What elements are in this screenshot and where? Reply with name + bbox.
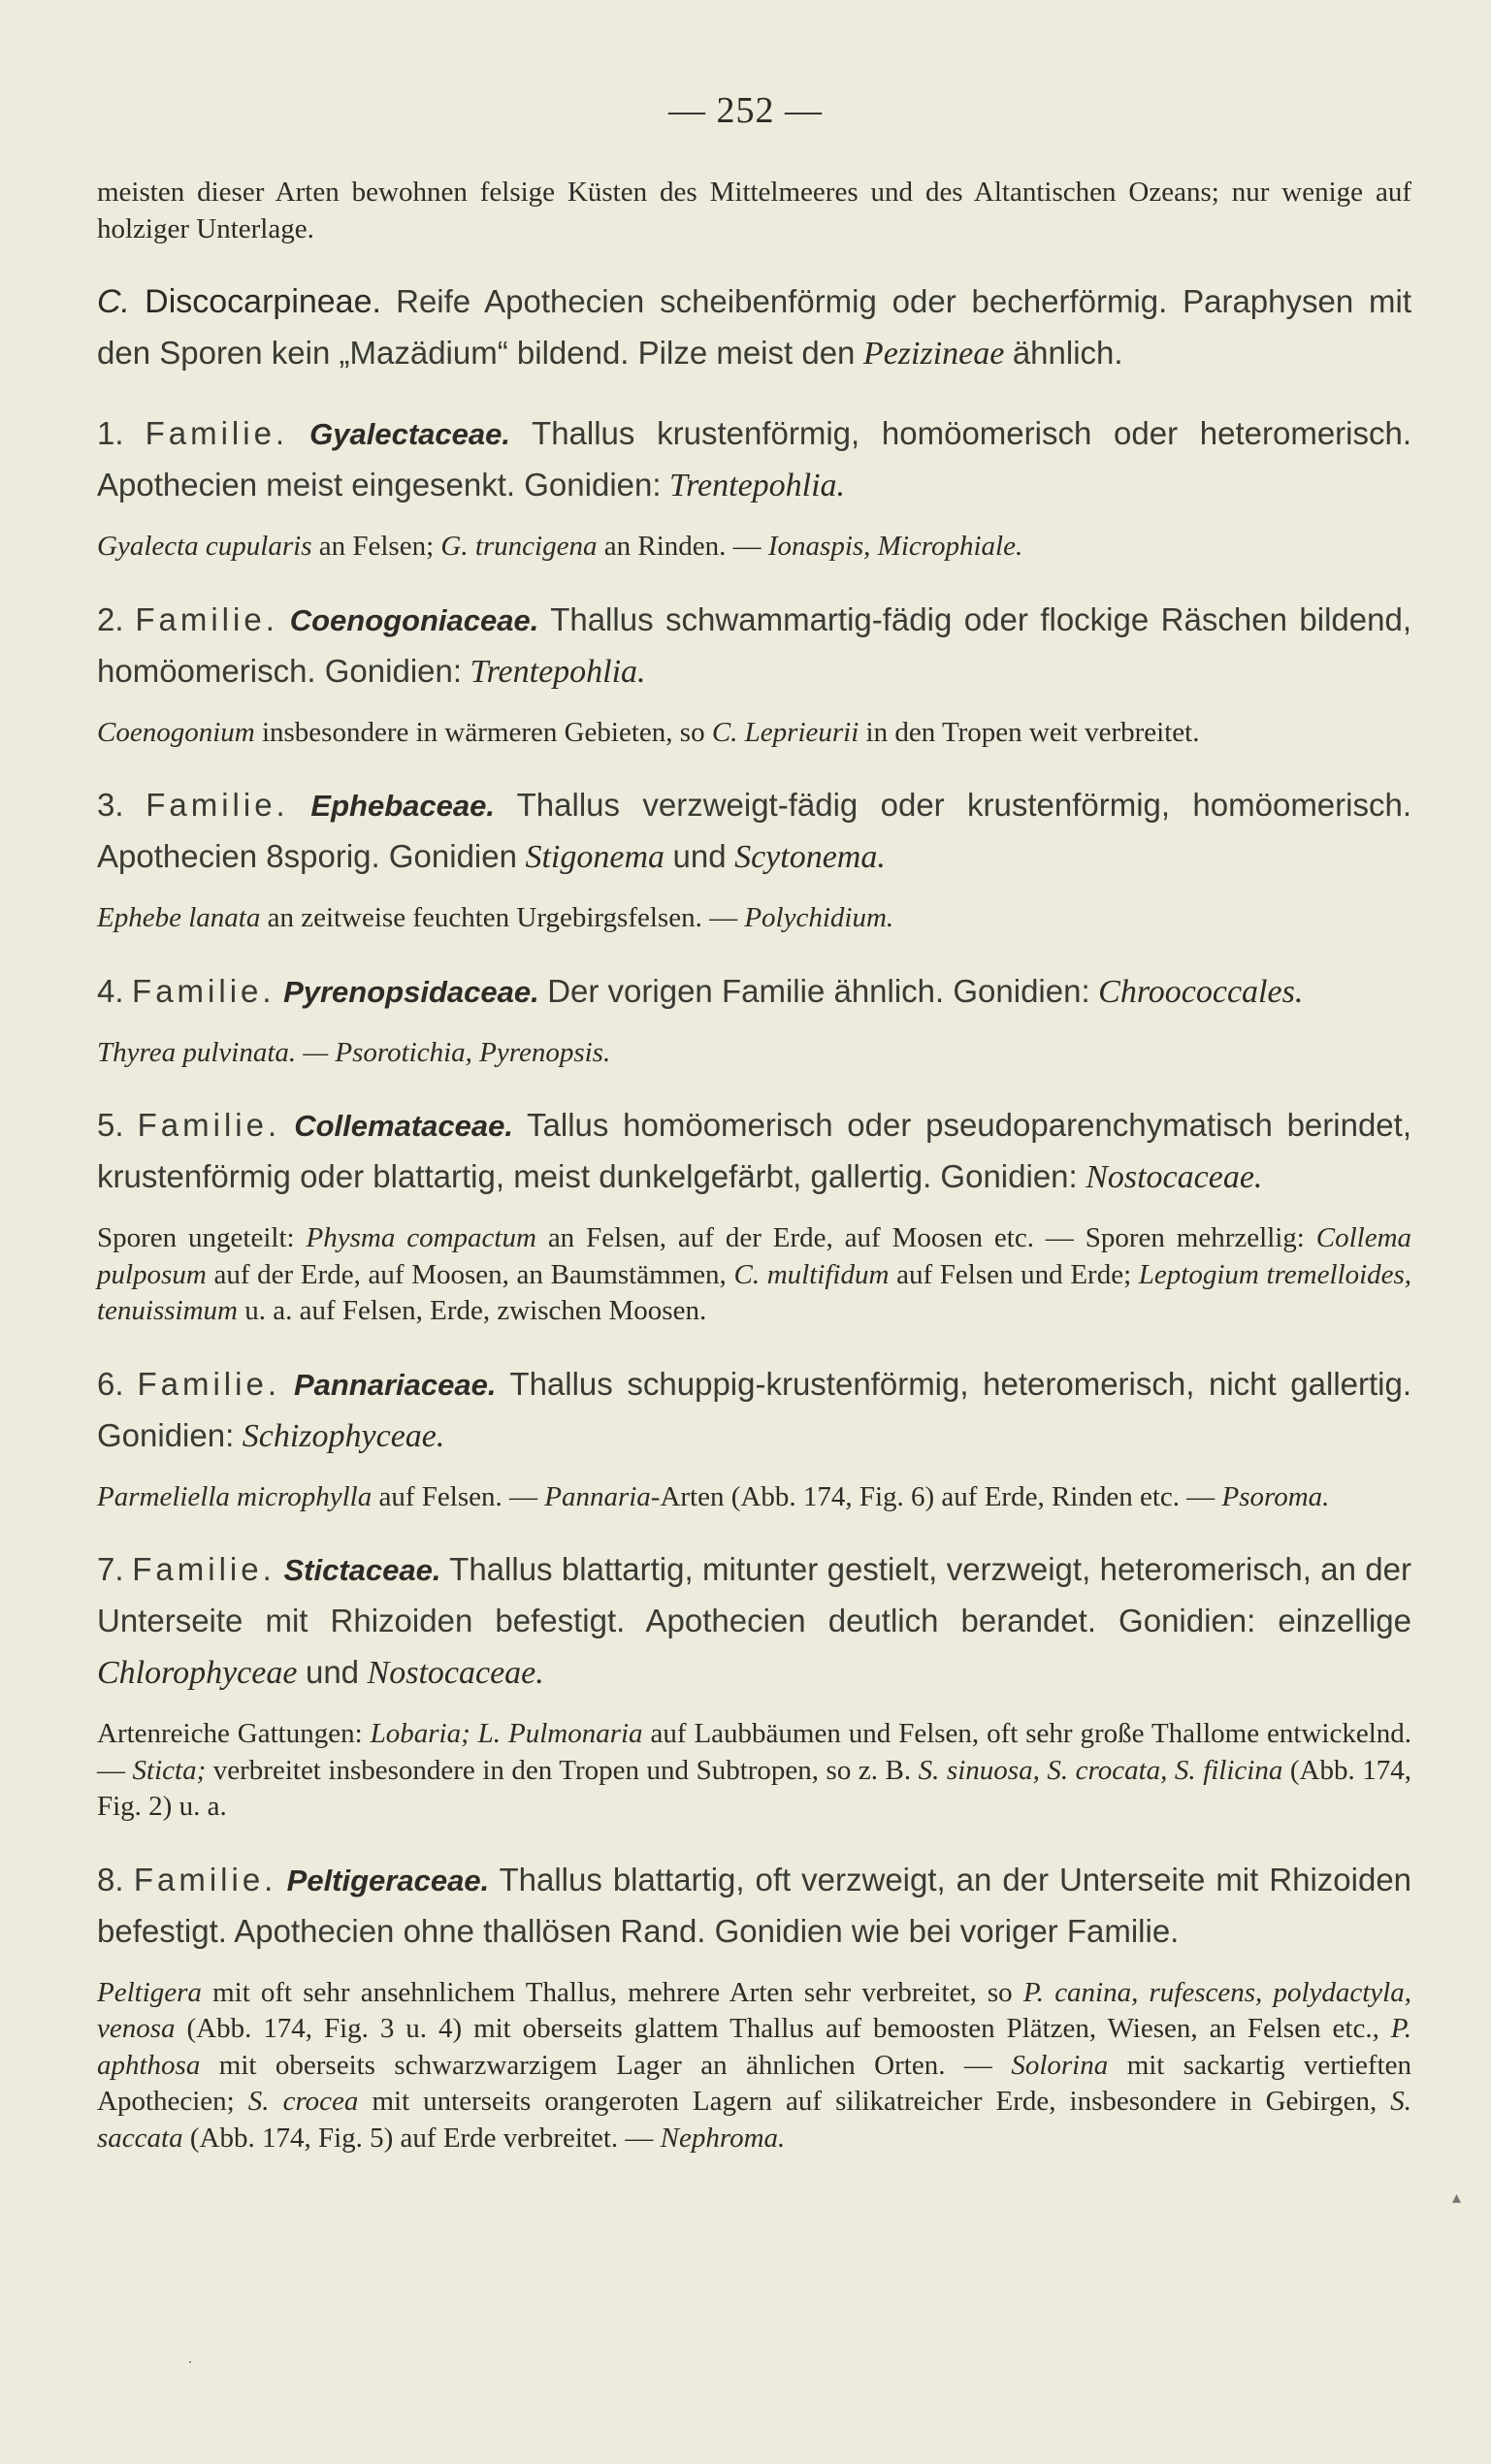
family-text: Thallus schuppig-krustenförmig, heteromerisch, nicht gallertig. Gonidien: (97, 1365, 1412, 1453)
family-gonidia: Nostocaceae. (1086, 1159, 1263, 1195)
text: auf Laubbäumen und Felsen, oft sehr große Thallome entwickelnd. — (97, 1718, 1411, 1786)
family-number: 7. (97, 1551, 124, 1587)
taxon: Sticta; (132, 1754, 207, 1786)
text: und (305, 1654, 360, 1690)
section-c-paragraph (97, 276, 1411, 379)
family-label: Familie. (137, 1365, 280, 1402)
family-text: Thallus blattartig, mitunter gestielt, verzweigt, heteromerisch, an der Unterseite mit Rhizoiden befestigt. Apothecien deutlich berandet. Gonidien: einzellige (97, 1551, 1412, 1638)
text: mit oft sehr ansehnlichem Thallus, mehrere Arten sehr verbreitet, so (212, 1976, 1013, 2008)
family-1-examples (97, 529, 1411, 566)
family-gonidia: Nostocaceae. (367, 1655, 544, 1691)
text: auf Felsen. — (378, 1480, 537, 1512)
taxon: S. saccata (97, 2086, 1412, 2154)
family-label: Familie. (133, 1861, 277, 1897)
family-2-description (97, 595, 1411, 697)
family-7-description (97, 1544, 1411, 1699)
family-name: Stictaceae. (283, 1553, 441, 1587)
taxon: Leptogium tremelloides, tenuissimum (97, 1258, 1412, 1326)
taxon: Collema pulposum (97, 1222, 1412, 1290)
text: mit sackartig vertieften Apothecien; (97, 2049, 1411, 2117)
text: mit oberseits schwarzwarzigem Lager an ähnlichen Orten. — (218, 2049, 992, 2081)
family-5-examples (97, 1220, 1411, 1330)
taxon: C. multifidum (733, 1258, 890, 1290)
family-name: Peltigeraceae. (286, 1863, 490, 1897)
family-gonidia: Scytonema. (734, 839, 886, 875)
section-text: Reife Apothecien scheibenförmig oder becherförmig. Paraphysen mit den Sporen kein „Mazädium“ bildend. Pilze meist den (97, 283, 1412, 371)
taxon: S. crocea (247, 2086, 359, 2117)
text: auf der Erde, auf Moosen, an Baumstämmen, (213, 1258, 727, 1290)
family-label: Familie. (146, 787, 289, 823)
family-gonidia: Trentepohlia. (669, 468, 846, 503)
family-4-examples (97, 1035, 1411, 1072)
family-3-description (97, 780, 1411, 883)
taxon: Coenogonium (97, 716, 255, 748)
family-text: Thallus blattartig, oft verzweigt, an der Unterseite mit Rhizoiden befestigt. Apothecien ohne thallösen Rand. Gonidien wie bei voriger Familie. (97, 1861, 1412, 1949)
taxon: L. Pulmonaria (477, 1718, 643, 1749)
family-7-examples (97, 1716, 1411, 1826)
family-number: 6. (97, 1365, 124, 1402)
text: Artenreiche Gattungen: (97, 1718, 363, 1749)
text: -Arten (Abb. 174, Fig. 6) auf Erde, Rinden etc. — (650, 1480, 1215, 1512)
stray-dot: · (187, 2352, 193, 2372)
taxon: Thyrea pulvinata. — Psorotichia, Pyrenopsis. (97, 1036, 611, 1068)
family-gonidia: Chlorophyceae (97, 1655, 298, 1691)
family-number: 4. (97, 972, 124, 1009)
family-label: Familie. (135, 600, 278, 637)
family-gonidia: Trentepohlia. (470, 653, 646, 690)
text: (Abb. 174, Fig. 2) u. a. (97, 1754, 1412, 1822)
taxon: Pannaria (544, 1480, 651, 1512)
taxon: Polychidium. (744, 902, 894, 933)
taxon: Ionaspis, Microphiale. (767, 531, 1023, 562)
section-taxon: Pezizineae (862, 336, 1005, 372)
family-name: Ephebaceae. (310, 789, 495, 823)
family-name: Collemataceae. (294, 1109, 513, 1143)
margin-mark: ▴ (1452, 2188, 1462, 2207)
text: und (672, 838, 727, 874)
text: an Felsen, auf der Erde, auf Moosen etc. — Sporen mehrzellig: (547, 1222, 1305, 1253)
family-3-examples (97, 900, 1411, 937)
text: in den Tropen weit verbreitet. (865, 716, 1200, 748)
taxon: Nephroma. (660, 2122, 786, 2154)
family-8-examples (97, 1975, 1411, 2157)
taxon: Parmeliella microphylla (97, 1480, 373, 1512)
family-text: Thallus verzweigt-fädig oder krustenförmig, homöomerisch. Apothecien 8sporig. Gonidien (97, 787, 1411, 874)
family-1-description (97, 408, 1411, 511)
text: mit unterseits orangeroten Lagern auf silikatreicher Erde, insbesondere in Gebirgen, (372, 2086, 1378, 2117)
family-name: Pyrenopsidaceae. (283, 974, 539, 1009)
family-text: Tallus homöomerisch oder pseudoparenchymatisch berindet, krustenförmig oder blattartig, meist dunkelgefärbt, gallertig. Gonidien: (97, 1107, 1411, 1194)
taxon: Psoroma. (1221, 1480, 1330, 1512)
family-label: Familie. (132, 972, 276, 1009)
family-name: Coenogoniaceae. (289, 602, 539, 637)
family-name: Pannariaceae. (293, 1367, 497, 1402)
family-2-examples (97, 715, 1411, 752)
family-number: 5. (97, 1107, 124, 1143)
taxon: P. aphthosa (97, 2013, 1412, 2081)
family-gonidia: Chroococcales. (1098, 973, 1304, 1010)
section-name: Discocarpineae. (145, 283, 381, 320)
family-gonidia: Schizophyceae. (242, 1417, 445, 1454)
family-number: 8. (97, 1861, 124, 1897)
family-label: Familie. (145, 415, 289, 451)
text: an Rinden. — (603, 531, 762, 562)
taxon: Lobaria; (370, 1718, 470, 1749)
family-gonidia: Stigonema (525, 839, 665, 875)
family-text: Der vorigen Familie ähnlich. Gonidien: (547, 972, 1090, 1009)
taxon: Ephebe lanata (97, 902, 261, 933)
text: verbreitet insbesondere in den Tropen und Subtropen, so z. B. (212, 1754, 912, 1786)
family-6-description (97, 1359, 1411, 1462)
taxon: Peltigera (97, 1976, 202, 2008)
family-8-description (97, 1855, 1411, 1958)
text: Sporen ungeteilt: (97, 1222, 295, 1253)
family-label: Familie. (132, 1551, 276, 1587)
section-text-end: ähnlich. (1012, 335, 1123, 371)
taxon: C. Leprieurii (711, 716, 859, 748)
text: (Abb. 174, Fig. 5) auf Erde verbreitet. — (189, 2122, 654, 2154)
section-letter: C. (97, 283, 130, 320)
family-4-description (97, 966, 1411, 1018)
taxon: Gyalecta cupularis (97, 531, 312, 562)
taxon: G. truncigena (440, 531, 598, 562)
family-number: 3. (97, 787, 124, 823)
taxon: P. canina, rufescens, polydactyla, venosa (97, 1976, 1411, 2044)
text: auf Felsen und Erde; (896, 1258, 1132, 1290)
family-number: 1. (97, 415, 124, 451)
text: an zeitweise feuchten Urgebirgsfelsen. — (267, 902, 738, 933)
family-6-examples (97, 1479, 1411, 1516)
page-content (97, 175, 1411, 2156)
family-5-description (97, 1100, 1411, 1203)
family-name: Gyalectaceae. (309, 417, 510, 451)
family-text: Thallus schwammartig-fädig oder flockige Räschen bildend, homöomerisch. Gonidien: (97, 600, 1412, 689)
intro-paragraph: meisten dieser Arten bewohnen felsige Küsten des Mittelmeeres und des Altantischen Ozeans; nur wenige auf holziger Unterlage. (97, 177, 1411, 244)
text: (Abb. 174, Fig. 3 u. 4) mit oberseits glattem Thallus auf bemoosten Plätzen, Wiesen, an Felsen etc., (186, 2013, 1379, 2044)
taxon: Physma compactum (306, 1222, 536, 1253)
text: insbesondere in wärmeren Gebieten, so (261, 716, 705, 748)
family-text: Thallus krustenförmig, homöomerisch oder heteromerisch. Apothecien meist eingesenkt. Gonidien: (97, 415, 1412, 503)
taxon: Solorina (1011, 2049, 1109, 2081)
taxon: S. sinuosa, S. crocata, S. filicina (918, 1754, 1283, 1786)
text: u. a. auf Felsen, Erde, zwischen Moosen. (244, 1295, 707, 1326)
family-label: Familie. (137, 1107, 281, 1143)
text: an Felsen; (318, 531, 435, 562)
family-number: 2. (97, 600, 124, 637)
page-number: — 252 — (668, 90, 823, 131)
